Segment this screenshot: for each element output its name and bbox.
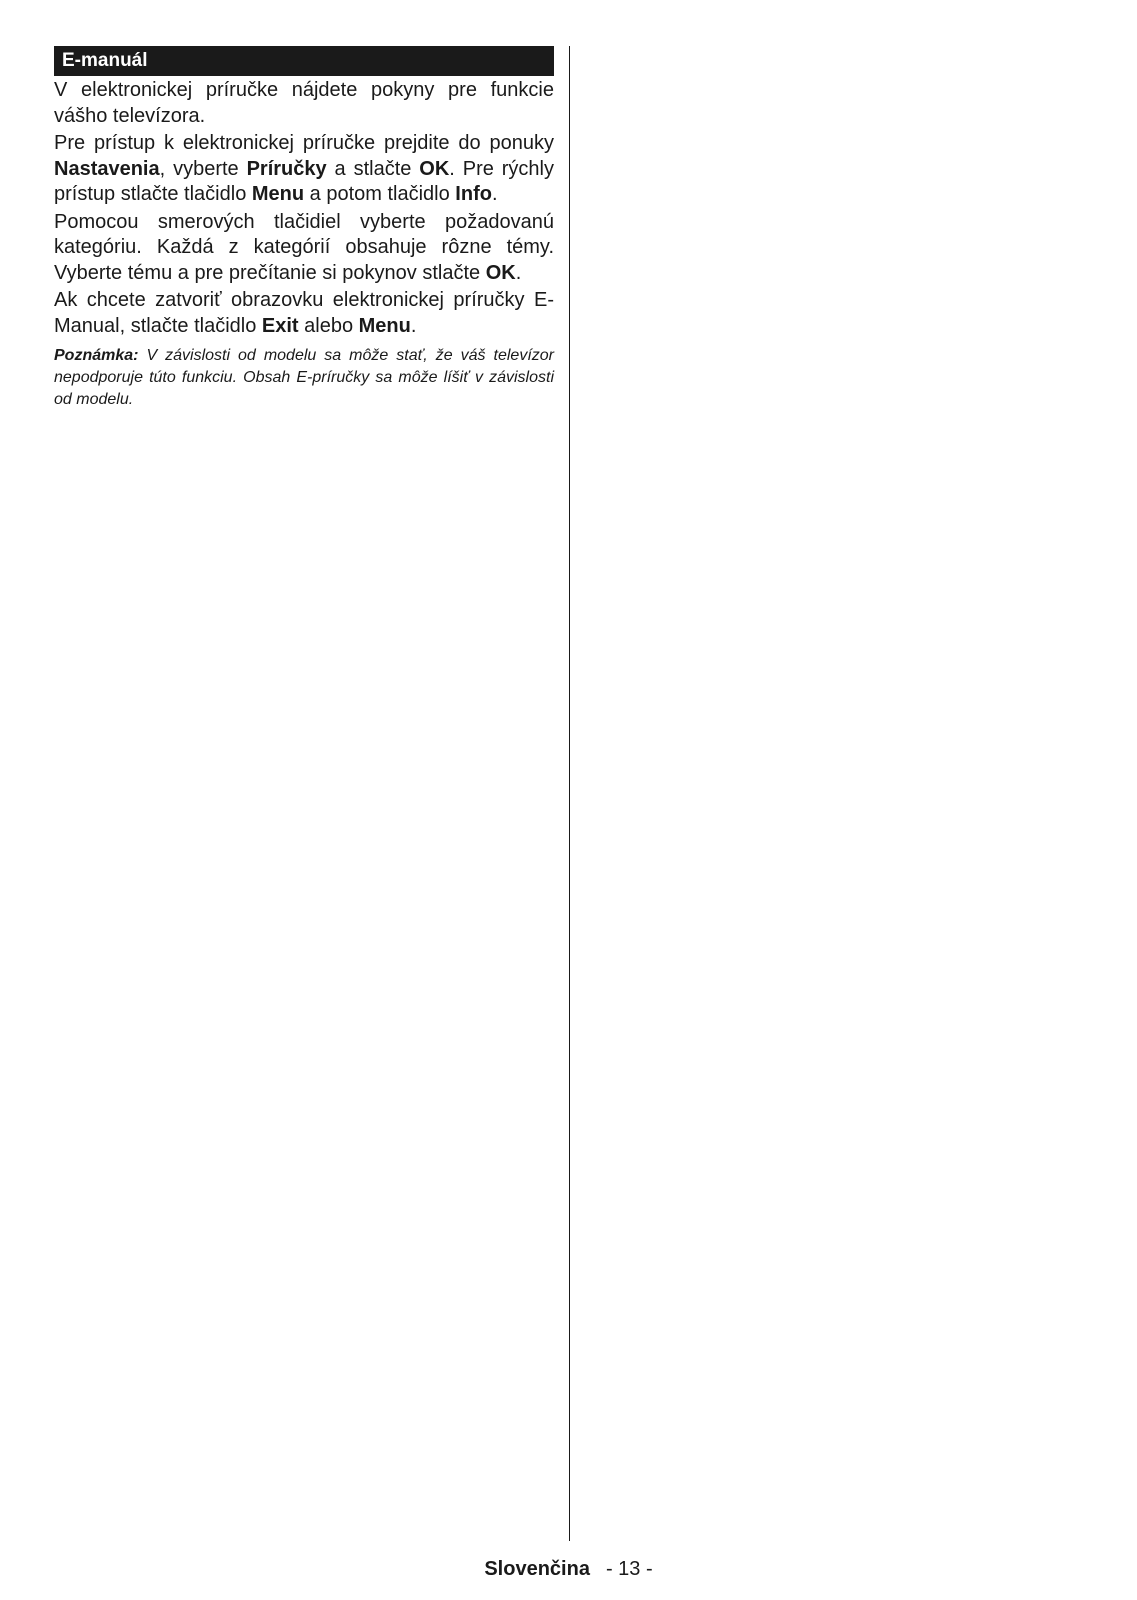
paragraph-access — [54, 131, 554, 208]
paragraph-text: , vyberte — [159, 157, 247, 180]
paragraph-text: V elektronickej príručke nájdete pokyny pre funkcie vášho televízora. — [54, 79, 554, 127]
bold-term-ok: OK — [485, 261, 516, 284]
bold-term-settings: Nastavenia — [54, 157, 160, 180]
bold-term-exit: Exit — [261, 314, 299, 337]
paragraph-text: a stlačte — [326, 157, 420, 180]
paragraph-intro — [54, 78, 554, 129]
page-footer — [0, 1556, 1137, 1582]
bold-term-menu: Menu — [251, 183, 305, 205]
paragraph-text: Pomocou smerových tlačidiel vyberte požadovanú kategóriu. Každá z kategórií obsahuje rôzne témy. Vyberte tému a pre prečítanie si pokynov stlačte — [54, 210, 554, 284]
left-column — [54, 46, 554, 411]
paragraph-text: alebo — [298, 314, 359, 337]
bold-term-info: Info — [455, 183, 492, 205]
bold-term-guides: Príručky — [246, 157, 327, 180]
paragraph-text: . — [410, 314, 417, 337]
bold-term-ok: OK — [419, 157, 450, 180]
section-title: E-manuál — [54, 46, 554, 76]
column-divider — [569, 46, 570, 1541]
paragraph-navigation — [54, 210, 554, 287]
footer-language: Slovenčina — [484, 1558, 590, 1580]
paragraph-text: Pre prístup k elektronickej príručke prejdite do ponuky — [54, 132, 554, 154]
paragraph-text: . — [515, 261, 522, 284]
paragraph-exit — [54, 288, 554, 339]
note-label: Poznámka: — [54, 347, 139, 364]
paragraph-text: a potom tlačidlo — [304, 183, 456, 205]
paragraph-text: Ak chcete zatvoriť obrazovku elektronickej príručky E-Manual, stlačte tlačidlo — [54, 289, 554, 337]
paragraph-text: . — [491, 183, 498, 205]
bold-term-menu: Menu — [358, 314, 411, 337]
page-number: - 13 - — [605, 1558, 653, 1580]
note-text: V závislosti od modelu sa môže stať, že váš televízor nepodporuje túto funkciu. Obsah E-príručky sa môže líšiť v závislosti od modelu. — [54, 347, 554, 408]
paragraph-text: . Pre rýchly prístup stlačte tlačidlo — [54, 157, 554, 205]
note — [54, 345, 554, 411]
